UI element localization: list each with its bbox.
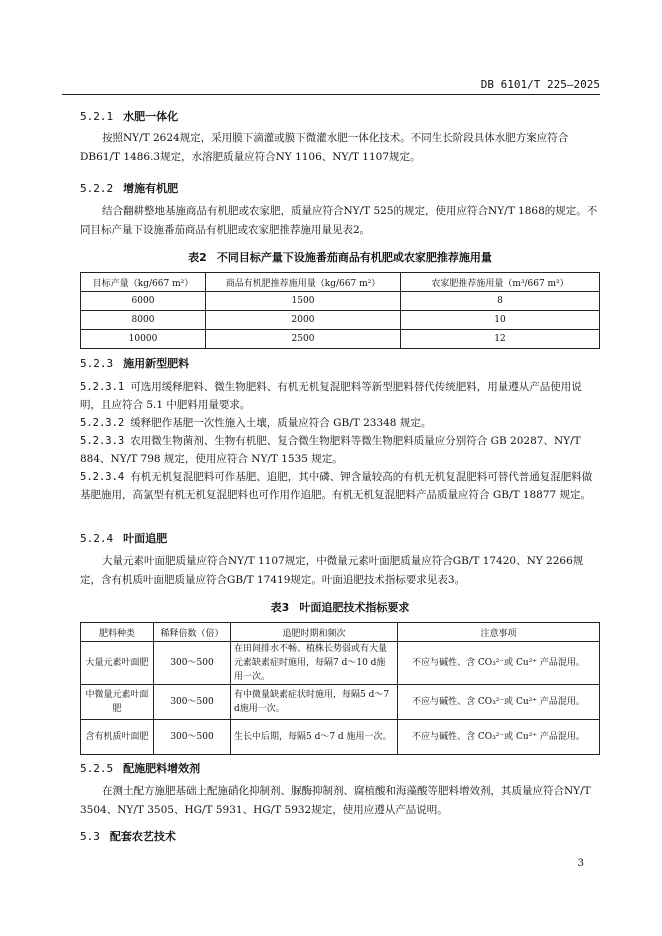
clause-5-2-3-2 — [80, 414, 600, 432]
paragraph-5-2-2: 结合翻耕整地基施商品有机肥或农家肥，质量应符合NY/T 525的规定，使用应符合NY/T 1868的规定。不同目标产量下设施番茄商品有机肥或农家肥推荐施用量见表2。 — [80, 205, 598, 236]
table-cell: 2000 — [206, 311, 401, 330]
heading-title: 水肥一体化 — [123, 110, 179, 123]
heading-5-2-3 — [80, 355, 189, 371]
table3 — [80, 622, 600, 755]
clause-text: 农用微生物菌剂、生物有机肥、复合微生物肥料等微生物肥料质量应分别符合 GB 20287、NY/T 884、NY/T 798 规定，使用应符合 NY/T 1535 规定。 — [80, 435, 581, 465]
table-cell: 300～500 — [154, 720, 231, 755]
table-header-cell: 稀释倍数（倍） — [154, 623, 231, 642]
table-cell: 有中微量缺素症状时施用，每隔5 d～7 d施用一次。 — [231, 685, 398, 720]
table2-caption — [80, 249, 600, 265]
table-cell: 8 — [401, 292, 600, 311]
table-row — [81, 330, 600, 349]
table-header-cell: 农家肥推荐施用量（m³/667 m²） — [401, 273, 600, 292]
heading-number: 5.2.5 — [80, 762, 114, 775]
heading-title: 增施有机肥 — [123, 182, 179, 195]
table-row — [81, 642, 600, 685]
paragraph-5-2-5: 在测土配方施肥基础上配施硝化抑制剂、脲酶抑制剂、腐植酸和海藻酸等肥料增效剂，其质量应符合NY/T 3504、NY/T 3505、HG/T 5931、HG/T 5932规定，使用应遵从产品说明。 — [80, 785, 591, 816]
table-cell: 在田间排水不畅、植株长势弱或有大量元素缺素症时施用，每隔7 d～10 d施用一次。 — [231, 642, 398, 685]
table-header-row — [81, 273, 600, 292]
heading-number: 5.2.3 — [80, 357, 114, 370]
table-cell: 2500 — [206, 330, 401, 349]
heading-5-2-1 — [80, 108, 178, 124]
clause-5-2-3-1 — [80, 378, 600, 414]
table-cell: 生长中后期，每隔5 d～7 d 施用一次。 — [231, 720, 398, 755]
heading-title: 配套农艺技术 — [109, 830, 176, 843]
heading-5-2-5 — [80, 760, 200, 776]
document-code: DB 6101/T 225—2025 — [480, 78, 600, 91]
table-cell: 不应与碱性、含 CO₃²⁻或 Cu²⁺ 产品混用。 — [398, 685, 600, 720]
table-cell: 6000 — [81, 292, 206, 311]
clause-number: 5.2.3.1 — [80, 381, 125, 393]
table2 — [80, 272, 600, 349]
heading-5-2-4 — [80, 530, 167, 546]
table-cell: 大量元素叶面肥 — [81, 642, 154, 685]
heading-title: 施用新型肥料 — [123, 357, 190, 370]
table-cell: 10 — [401, 311, 600, 330]
table-row — [81, 311, 600, 330]
clause-text: 缓释肥作基肥一次性施入土壤，质量应符合 GB/T 23348 规定。 — [130, 417, 432, 429]
table-cell: 1500 — [206, 292, 401, 311]
heading-number: 5.2.1 — [80, 110, 114, 123]
table-cell: 300～500 — [154, 642, 231, 685]
table-row — [81, 292, 600, 311]
clause-5-2-3-3 — [80, 432, 600, 468]
paragraph-5-2-4: 大量元素叶面肥质量应符合NY/T 1107规定，中微量元素叶面肥质量应符合GB/T 17420、NY 2266规定，含有机质叶面肥质量应符合GB/T 17419规定。叶面追肥技术指标要求见表3。 — [80, 555, 584, 586]
header-divider — [62, 94, 600, 95]
table-row — [81, 685, 600, 720]
heading-number: 5.2.2 — [80, 182, 114, 195]
table3-caption — [80, 599, 600, 615]
heading-number: 5.2.4 — [80, 532, 114, 545]
table-header-cell: 注意事项 — [398, 623, 600, 642]
heading-5-2-2 — [80, 180, 178, 196]
heading-title: 叶面追肥 — [123, 532, 168, 545]
table-cell: 含有机质叶面肥 — [81, 720, 154, 755]
table-number: 表3 — [270, 601, 290, 614]
clause-5-2-3-4 — [80, 468, 600, 504]
table-title: 不同目标产量下设施番茄商品有机肥或农家肥推荐施用量 — [216, 251, 492, 264]
table-header-cell: 目标产量（kg/667 m²） — [81, 273, 206, 292]
table-cell: 12 — [401, 330, 600, 349]
page-number: 3 — [577, 858, 584, 869]
clause-text: 有机无机复混肥料可作基肥、追肥，其中磷、钾含量较高的有机无机复混肥料可替代普通复混肥料做基肥施用，高氯型有机无机复混肥料也可作用作追肥。有机无机复混肥料产品质量应符合 GB/T 18877 规定。 — [80, 471, 593, 501]
table-cell: 中微量元素叶面肥 — [81, 685, 154, 720]
table-header-cell: 肥料种类 — [81, 623, 154, 642]
table-cell: 不应与碱性、含 CO₃²⁻或 Cu²⁺ 产品混用。 — [398, 720, 600, 755]
table-number: 表2 — [188, 251, 207, 264]
table-cell: 不应与碱性、含 CO₃²⁻或 Cu²⁺ 产品混用。 — [398, 642, 600, 685]
heading-number: 5.3 — [80, 830, 100, 843]
table-cell: 300～500 — [154, 685, 231, 720]
heading-5-3 — [80, 828, 176, 844]
clause-number: 5.2.3.3 — [80, 435, 125, 447]
heading-title: 配施肥料增效剂 — [123, 762, 201, 775]
clause-number: 5.2.3.4 — [80, 471, 125, 483]
clause-text: 可选用缓释肥料、微生物肥料、有机无机复混肥料等新型肥料替代传统肥料，用量遵从产品使用说明，且应符合 5.1 中肥料用量要求。 — [80, 381, 582, 411]
table-cell: 10000 — [81, 330, 206, 349]
paragraph-5-2-1: 按照NY/T 2624规定，采用膜下滴灌或膜下微灌水肥一体化技术。不同生长阶段具体水肥方案应符合DB61/T 1486.3规定，水溶肥质量应符合NY 1106、NY/T 1107规定。 — [80, 132, 569, 163]
table-row — [81, 720, 600, 755]
table-header-cell: 追肥时期和频次 — [231, 623, 398, 642]
table-header-row — [81, 623, 600, 642]
clause-number: 5.2.3.2 — [80, 417, 125, 429]
table-header-cell: 商品有机肥推荐施用量（kg/667 m²） — [206, 273, 401, 292]
table-cell: 8000 — [81, 311, 206, 330]
table-title: 叶面追肥技术指标要求 — [299, 601, 410, 614]
